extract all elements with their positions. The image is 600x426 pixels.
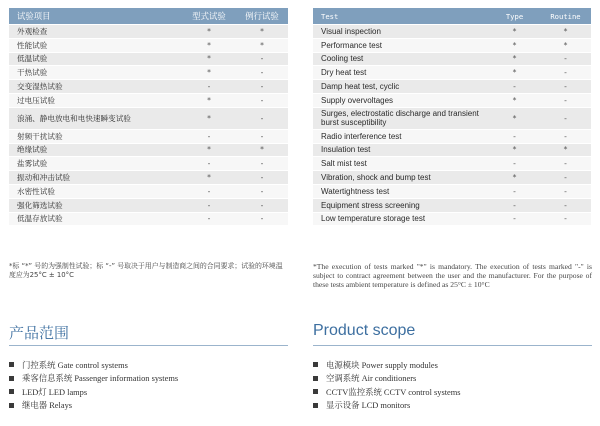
- header-test-item: 试验项目: [9, 8, 182, 24]
- routine-test-cell: -: [236, 130, 288, 143]
- type-test-cell: *: [489, 53, 540, 66]
- scope-item-label: 继电器 Relays: [22, 401, 73, 411]
- routine-test-cell: -: [540, 199, 591, 212]
- type-test-cell: *: [489, 66, 540, 79]
- test-name-cell: Watertightness test: [313, 185, 489, 198]
- table-header-row: [313, 8, 591, 24]
- table-row: [313, 39, 591, 52]
- test-name-cell: 干热试验: [9, 66, 182, 79]
- routine-test-cell: *: [236, 25, 288, 38]
- header-type: Type: [489, 8, 540, 24]
- type-test-cell: *: [182, 25, 236, 38]
- test-name-cell: Salt mist test: [313, 157, 489, 170]
- table-row: [9, 144, 288, 157]
- test-name-cell: Radio interference test: [313, 130, 489, 143]
- test-name-cell: 盐雾试验: [9, 157, 182, 170]
- table-row: [313, 185, 591, 198]
- test-name-cell: Low temperature storage test: [313, 213, 489, 226]
- routine-test-cell: *: [236, 144, 288, 157]
- type-test-cell: *: [182, 94, 236, 107]
- routine-test-cell: -: [540, 108, 591, 129]
- routine-test-cell: *: [236, 39, 288, 52]
- scope-item: [313, 372, 461, 386]
- table-row: [313, 53, 591, 66]
- test-name-cell: Vibration, shock and bump test: [313, 171, 489, 184]
- english-table-body: [313, 25, 591, 225]
- routine-test-cell: -: [540, 94, 591, 107]
- routine-test-cell: -: [540, 185, 591, 198]
- routine-test-cell: -: [236, 80, 288, 93]
- routine-test-cell: -: [236, 185, 288, 198]
- type-test-cell: -: [489, 130, 540, 143]
- type-test-cell: *: [182, 108, 236, 129]
- type-test-cell: *: [489, 94, 540, 107]
- test-name-cell: 低温存放试验: [9, 213, 182, 226]
- routine-test-cell: -: [236, 157, 288, 170]
- scope-item-label: CCTV监控系统 CCTV control systems: [326, 387, 461, 397]
- header-routine: Routine: [540, 8, 591, 24]
- type-test-cell: *: [489, 39, 540, 52]
- type-test-cell: *: [182, 171, 236, 184]
- type-test-cell: -: [182, 213, 236, 226]
- routine-test-cell: -: [540, 53, 591, 66]
- routine-test-cell: -: [540, 130, 591, 143]
- scope-item: [9, 385, 178, 399]
- scope-item-label: 电源模块 Power supply modules: [326, 360, 438, 370]
- chinese-footnote: *标 “*” 号的为强制性试验；标 “-” 号取决于用户与制造商之间的合同要求；试验的环境温度应为25°C ± 10°C: [9, 262, 283, 280]
- type-test-cell: -: [489, 157, 540, 170]
- table-row: [313, 157, 591, 170]
- table-row: [9, 171, 288, 184]
- english-footnote: *The execution of tests marked "*" is mandatory. The execution of tests marked "-" is subject to contract agreement between the user and the manufacturer. For the purpose of these tests ambient temperature is defined as 25°C ± 10°C: [313, 262, 592, 290]
- section-divider: [9, 345, 288, 346]
- table-row: [9, 94, 288, 107]
- test-name-cell: Supply overvoltages: [313, 94, 489, 107]
- test-name-cell: 强化筛选试验: [9, 199, 182, 212]
- header-test: Test: [313, 8, 489, 24]
- test-name-cell: Damp heat test, cyclic: [313, 80, 489, 93]
- routine-test-cell: -: [236, 66, 288, 79]
- type-test-cell: -: [182, 130, 236, 143]
- table-row: [313, 213, 591, 226]
- square-bullet-icon: [9, 376, 14, 381]
- table-header-row: [9, 8, 288, 24]
- scope-item: [9, 372, 178, 386]
- table-row: [313, 144, 591, 157]
- english-scope-title: Product scope: [313, 322, 416, 339]
- chinese-scope-title: 产品范围: [9, 324, 70, 342]
- test-name-cell: 水密性试验: [9, 185, 182, 198]
- routine-test-cell: -: [236, 108, 288, 129]
- routine-test-cell: -: [540, 171, 591, 184]
- routine-test-cell: -: [236, 94, 288, 107]
- type-test-cell: *: [489, 108, 540, 129]
- table-row: [313, 80, 591, 93]
- type-test-cell: *: [489, 144, 540, 157]
- table-row: [313, 94, 591, 107]
- table-row: [313, 171, 591, 184]
- type-test-cell: -: [182, 157, 236, 170]
- scope-list-left: [9, 358, 178, 412]
- test-name-cell: Visual inspection: [313, 25, 489, 38]
- table-row: [9, 213, 288, 226]
- scope-item: [9, 358, 178, 372]
- type-test-cell: -: [489, 185, 540, 198]
- table-row: [9, 185, 288, 198]
- scope-item-label: 空调系统 Air conditioners: [326, 374, 417, 384]
- routine-test-cell: *: [540, 39, 591, 52]
- routine-test-cell: -: [540, 157, 591, 170]
- scope-item: [313, 385, 461, 399]
- chinese-test-table: [9, 7, 288, 226]
- test-name-cell: Dry heat test: [313, 66, 489, 79]
- header-routine-test: 例行试验: [236, 8, 288, 24]
- type-test-cell: -: [489, 199, 540, 212]
- test-name-cell: Insulation test: [313, 144, 489, 157]
- table-row: [9, 157, 288, 170]
- routine-test-cell: -: [236, 53, 288, 66]
- square-bullet-icon: [9, 389, 14, 394]
- type-test-cell: *: [182, 144, 236, 157]
- test-name-cell: 绝缘试验: [9, 144, 182, 157]
- scope-item: [9, 399, 178, 413]
- routine-test-cell: -: [540, 213, 591, 226]
- scope-list-right: [313, 358, 461, 412]
- table-row: [9, 39, 288, 52]
- square-bullet-icon: [313, 403, 318, 408]
- table-row: [9, 199, 288, 212]
- type-test-cell: -: [182, 80, 236, 93]
- routine-test-cell: *: [540, 144, 591, 157]
- test-name-cell: 外观检查: [9, 25, 182, 38]
- scope-item-label: 显示设备 LCD monitors: [326, 401, 411, 411]
- test-name-cell: 低温试验: [9, 53, 182, 66]
- table-row: [9, 130, 288, 143]
- table-row: [9, 108, 288, 129]
- table-row: [313, 66, 591, 79]
- scope-item-label: 乘客信息系统 Passenger information systems: [22, 374, 179, 384]
- scope-item: [313, 399, 461, 413]
- type-test-cell: -: [489, 213, 540, 226]
- header-type-test: 型式试验: [182, 8, 236, 24]
- test-name-cell: 性能试验: [9, 39, 182, 52]
- square-bullet-icon: [313, 389, 318, 394]
- table-row: [313, 108, 591, 129]
- scope-item-label: 门控系统 Gate control systems: [22, 360, 128, 370]
- scope-item-label: LED灯 LED lamps: [22, 387, 88, 397]
- test-name-cell: Performance test: [313, 39, 489, 52]
- routine-test-cell: -: [540, 66, 591, 79]
- type-test-cell: -: [182, 199, 236, 212]
- square-bullet-icon: [9, 362, 14, 367]
- type-test-cell: *: [182, 53, 236, 66]
- test-name-cell: Cooling test: [313, 53, 489, 66]
- routine-test-cell: -: [236, 171, 288, 184]
- english-test-table: [313, 7, 591, 226]
- table-row: [313, 25, 591, 38]
- chinese-table-body: [9, 25, 288, 225]
- test-name-cell: 浪涌、静电放电和电快速瞬变试验: [9, 108, 182, 129]
- table-row: [9, 80, 288, 93]
- routine-test-cell: -: [236, 213, 288, 226]
- section-divider: [313, 345, 592, 346]
- type-test-cell: *: [182, 66, 236, 79]
- type-test-cell: *: [489, 171, 540, 184]
- square-bullet-icon: [9, 403, 14, 408]
- scope-item: [313, 358, 461, 372]
- square-bullet-icon: [313, 362, 318, 367]
- test-name-cell: Surges, electrostatic discharge and transient burst susceptibility: [313, 108, 489, 129]
- test-name-cell: Equipment stress screening: [313, 199, 489, 212]
- square-bullet-icon: [313, 376, 318, 381]
- table-row: [9, 53, 288, 66]
- test-name-cell: 交变湿热试验: [9, 80, 182, 93]
- test-name-cell: 射频干扰试验: [9, 130, 182, 143]
- table-row: [313, 130, 591, 143]
- type-test-cell: -: [182, 185, 236, 198]
- routine-test-cell: -: [236, 199, 288, 212]
- routine-test-cell: *: [540, 25, 591, 38]
- type-test-cell: -: [489, 80, 540, 93]
- type-test-cell: *: [489, 25, 540, 38]
- type-test-cell: *: [182, 39, 236, 52]
- test-name-cell: 振动和冲击试验: [9, 171, 182, 184]
- test-name-cell: 过电压试验: [9, 94, 182, 107]
- table-row: [9, 66, 288, 79]
- routine-test-cell: -: [540, 80, 591, 93]
- table-row: [9, 25, 288, 38]
- table-row: [313, 199, 591, 212]
